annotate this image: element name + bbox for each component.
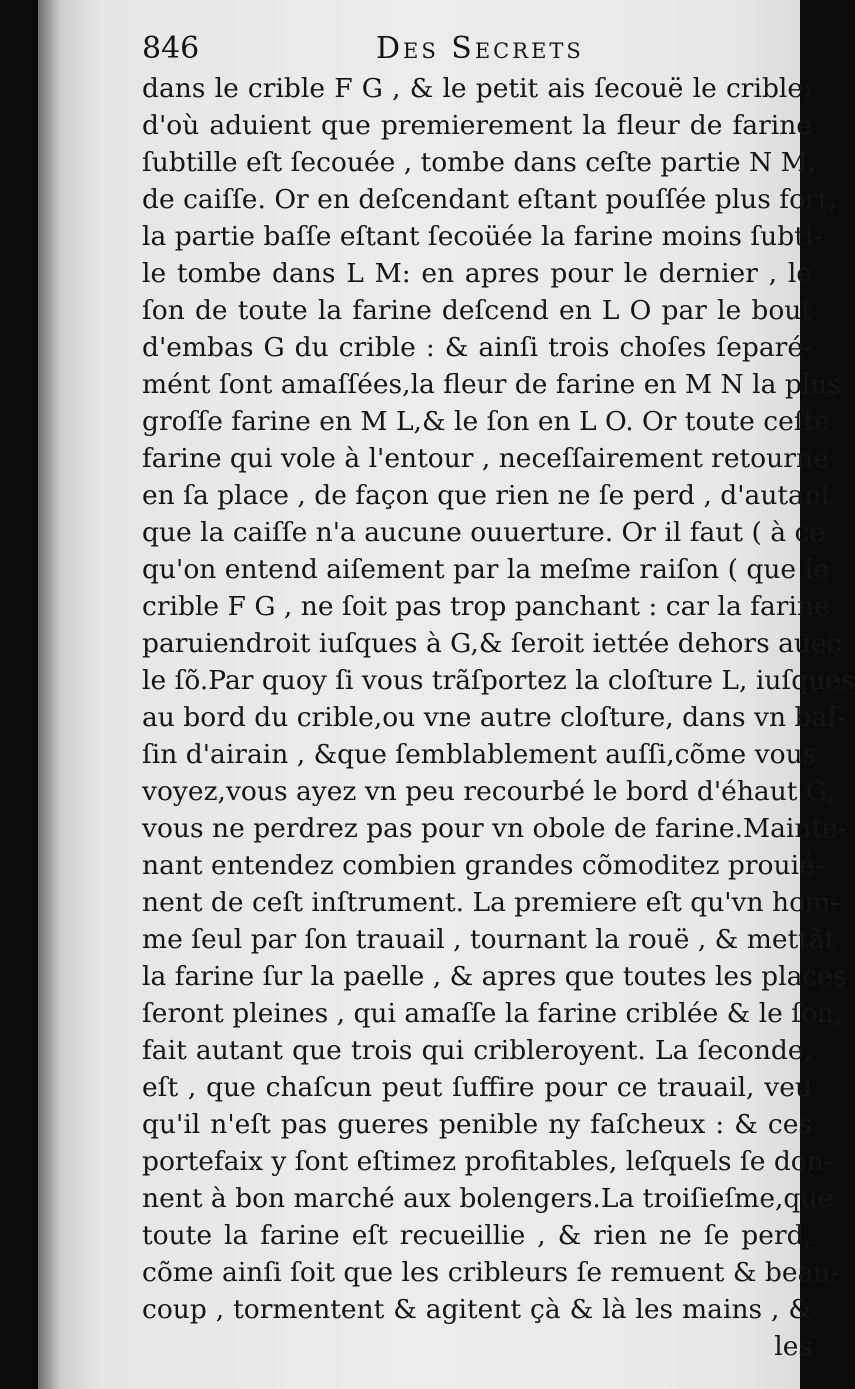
text-line: farine qui vole à l'entour , neceſſairement retourne <box>142 443 829 474</box>
body-text <box>142 70 855 1365</box>
text-line: cõme ainſi ſoit que les cribleurs ſe remuent & beau- <box>142 1257 840 1288</box>
text-line: crible F G , ne ſoit pas trop panchant : car la farine <box>142 591 830 622</box>
text-line: nent à bon marché aux bolengers.La troiſieſme,que <box>142 1183 834 1214</box>
running-head: Des Secrets <box>376 31 584 66</box>
text-line: nent de ceſt inſtrument. La premiere eſt qu'vn hom- <box>142 887 840 918</box>
text-line: le ſõ.Par quoy ſi vous trãſportez la cloſture L, iuſques <box>142 665 855 696</box>
text-line: nant entendez combien grandes cõmoditez prouié- <box>142 850 824 881</box>
text-line: ſeront pleines , qui amaſſe la farine criblée & le ſon, <box>142 998 843 1029</box>
text-line: de caiſſe. Or en deſcendant eſtant pouſſée plus fort, <box>142 184 837 215</box>
text-line: que la caiſſe n'a aucune ouuerture. Or il faut ( à ce <box>142 517 825 548</box>
text-line: paruiendroit iuſques à G,& ſeroit iettée dehors auec <box>142 628 842 659</box>
text-line: ſubtille eſt ſecouée , tombe dans ceſte partie N M, <box>142 147 817 178</box>
text-line: la farine ſur la paelle , & apres que toutes les places <box>142 961 847 992</box>
text-line: voyez,vous ayez vn peu recourbé le bord d'éhaut G, <box>142 776 835 807</box>
text-line: mént ſont amaſſées,la fleur de farine en M N la plus <box>142 369 841 400</box>
text-line: portefaix y ſont eſtimez profitables, leſquels ſe don- <box>142 1146 833 1177</box>
text-line: qu'il n'eſt pas gueres penible ny faſcheux : & ces <box>142 1109 812 1140</box>
text-line: toute la farine eſt recueillie , & rien ne ſe perd, <box>142 1220 812 1251</box>
text-line: d'embas G du crible : & ainſi trois choſes ſeparé- <box>142 332 812 363</box>
text-line: eſt , que chaſcun peut ſuffire pour ce trauail, veu <box>142 1072 812 1103</box>
book-page <box>38 0 855 1389</box>
text-line: fait autant que trois qui cribleroyent. La ſeconde, <box>142 1035 812 1066</box>
text-line: ſon de toute la farine deſcend en L O par le bout <box>142 295 812 326</box>
text-line: qu'on entend aiſement par la meſme raiſon ( que le <box>142 554 829 585</box>
text-line: d'où aduient que premierement la fleur de farine <box>142 110 812 141</box>
text-line: vous ne perdrez pas pour vn obole de farine.Mainte- <box>142 813 847 844</box>
text-line: dans le crible F G , & le petit ais ſecouë le crible: <box>142 73 812 104</box>
page-header <box>142 31 802 69</box>
text-line: la partie baſſe eſtant ſecoüée la farine moins ſubti- <box>142 221 823 252</box>
text-line: en ſa place , de façon que rien ne ſe perd , d'autant <box>142 480 832 511</box>
text-line: au bord du crible,ou vne autre cloſture, dans vn baſ- <box>142 702 846 733</box>
page-number: 846 <box>142 31 200 66</box>
text-line: coup , tormentent & agitent çà & là les mains , & <box>142 1294 812 1325</box>
text-line: ſin d'airain , &que ſemblablement auſſi,cõme vous <box>142 739 817 770</box>
text-line: groſſe farine en M L,& le ſon en L O. Or toute ceſte <box>142 406 830 437</box>
text-line: le tombe dans L M: en apres pour le dernier , le <box>142 258 812 289</box>
text-line: me ſeul par ſon trauail , tournant la rouë , & mettãt <box>142 924 836 955</box>
text-line: les <box>774 1331 812 1362</box>
